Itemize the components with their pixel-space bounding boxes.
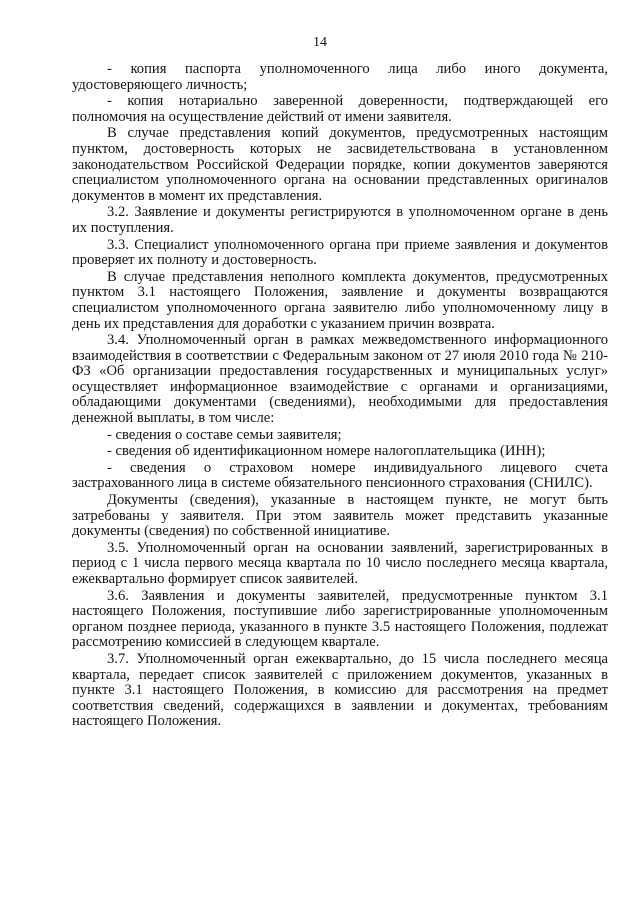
paragraph-3-2: 3.2. Заявление и документы регистрируются в уполномоченном органе в день их поступления. (72, 204, 608, 236)
paragraph-3-5: 3.5. Уполномоченный орган на основании заявлений, зарегистрированных в период с 1 числа первого месяца квартала по 10 число последнего месяца квартала, ежеквартально формирует список заявителей. (72, 539, 608, 587)
list-item-inn: - сведения об идентификационном номере налогоплательщика (ИНН); (107, 443, 546, 460)
paragraph-passport-copy: - копия паспорта уполномоченного лица либо иного документа, удостоверяющего личность; (72, 61, 608, 93)
paragraph-copies-certification: В случае представления копий документов, предусмотренных настоящим пунктом, достоверность которых не засвидетельствована в установленном законодательством Российской Федерации порядке, копии документов заверяются специалистом уполномоченного органа на основании представленных оригиналов документов в момент их представления. (72, 125, 608, 204)
paragraph-incomplete-set: В случае представления неполного комплекта документов, предусмотренных пунктом 3.1 настоящего Положения, заявление и документы возвращаются специалистом уполномоченного органа заявителю либо уполномоченному лицу в день их представления для доработки с указанием причин возврата. (72, 268, 608, 332)
paragraph-3-3: 3.3. Специалист уполномоченного органа при приеме заявления и документов проверяет их полноту и достоверность. (72, 236, 608, 269)
paragraph-3-4: 3.4. Уполномоченный орган в рамках межведомственного информационного взаимодействия в соответствии с Федеральным законом от 27 июля 2010 года № 210-ФЗ «Об организации предоставления государственных и муниципальных услуг» осуществляет информационное взаимодействие с органами и организациями, обладающими документами (сведениями), необходимыми для предоставления денежной выплаты, в том числе: (72, 332, 608, 427)
page-number: 14 (313, 35, 327, 50)
paragraph-3-6: 3.6. Заявления и документы заявителей, предусмотренные пунктом 3.1 настоящего Положения, поступившие либо зарегистрированные уполномоченным органом позднее периода, указанного в пункте 3.5 настоящего Положения, подлежат рассмотрению комиссией в следующем квартале. (72, 587, 608, 651)
list-item-snils: - сведения о страховом номере индивидуального лицевого счета застрахованного лица в системе обязательного пенсионного страхования (СНИЛС). (72, 459, 608, 492)
paragraph-power-of-attorney: - копия нотариально заверенной доверенности, подтверждающей его полномочия на осуществление действий от имени заявителя. (72, 93, 608, 125)
list-item-family-composition: - сведения о составе семьи заявителя; (107, 426, 342, 443)
paragraph-3-7: 3.7. Уполномоченный орган ежеквартально, до 15 числа последнего месяца квартала, передает список заявителей с приложением документов, указанных в пункте 3.1 настоящего Положения, в комиссию для рассмотрения на предмет соответствия сведений, содержащихся в заявлении и документах, требованиям настоящего Положения. (72, 650, 608, 730)
document-body (72, 62, 608, 730)
paragraph-documents-not-required: Документы (сведения), указанные в настоящем пункте, не могут быть затребованы у заявителя. При этом заявитель может представить указанные документы (сведения) по собственной инициативе. (72, 492, 608, 540)
